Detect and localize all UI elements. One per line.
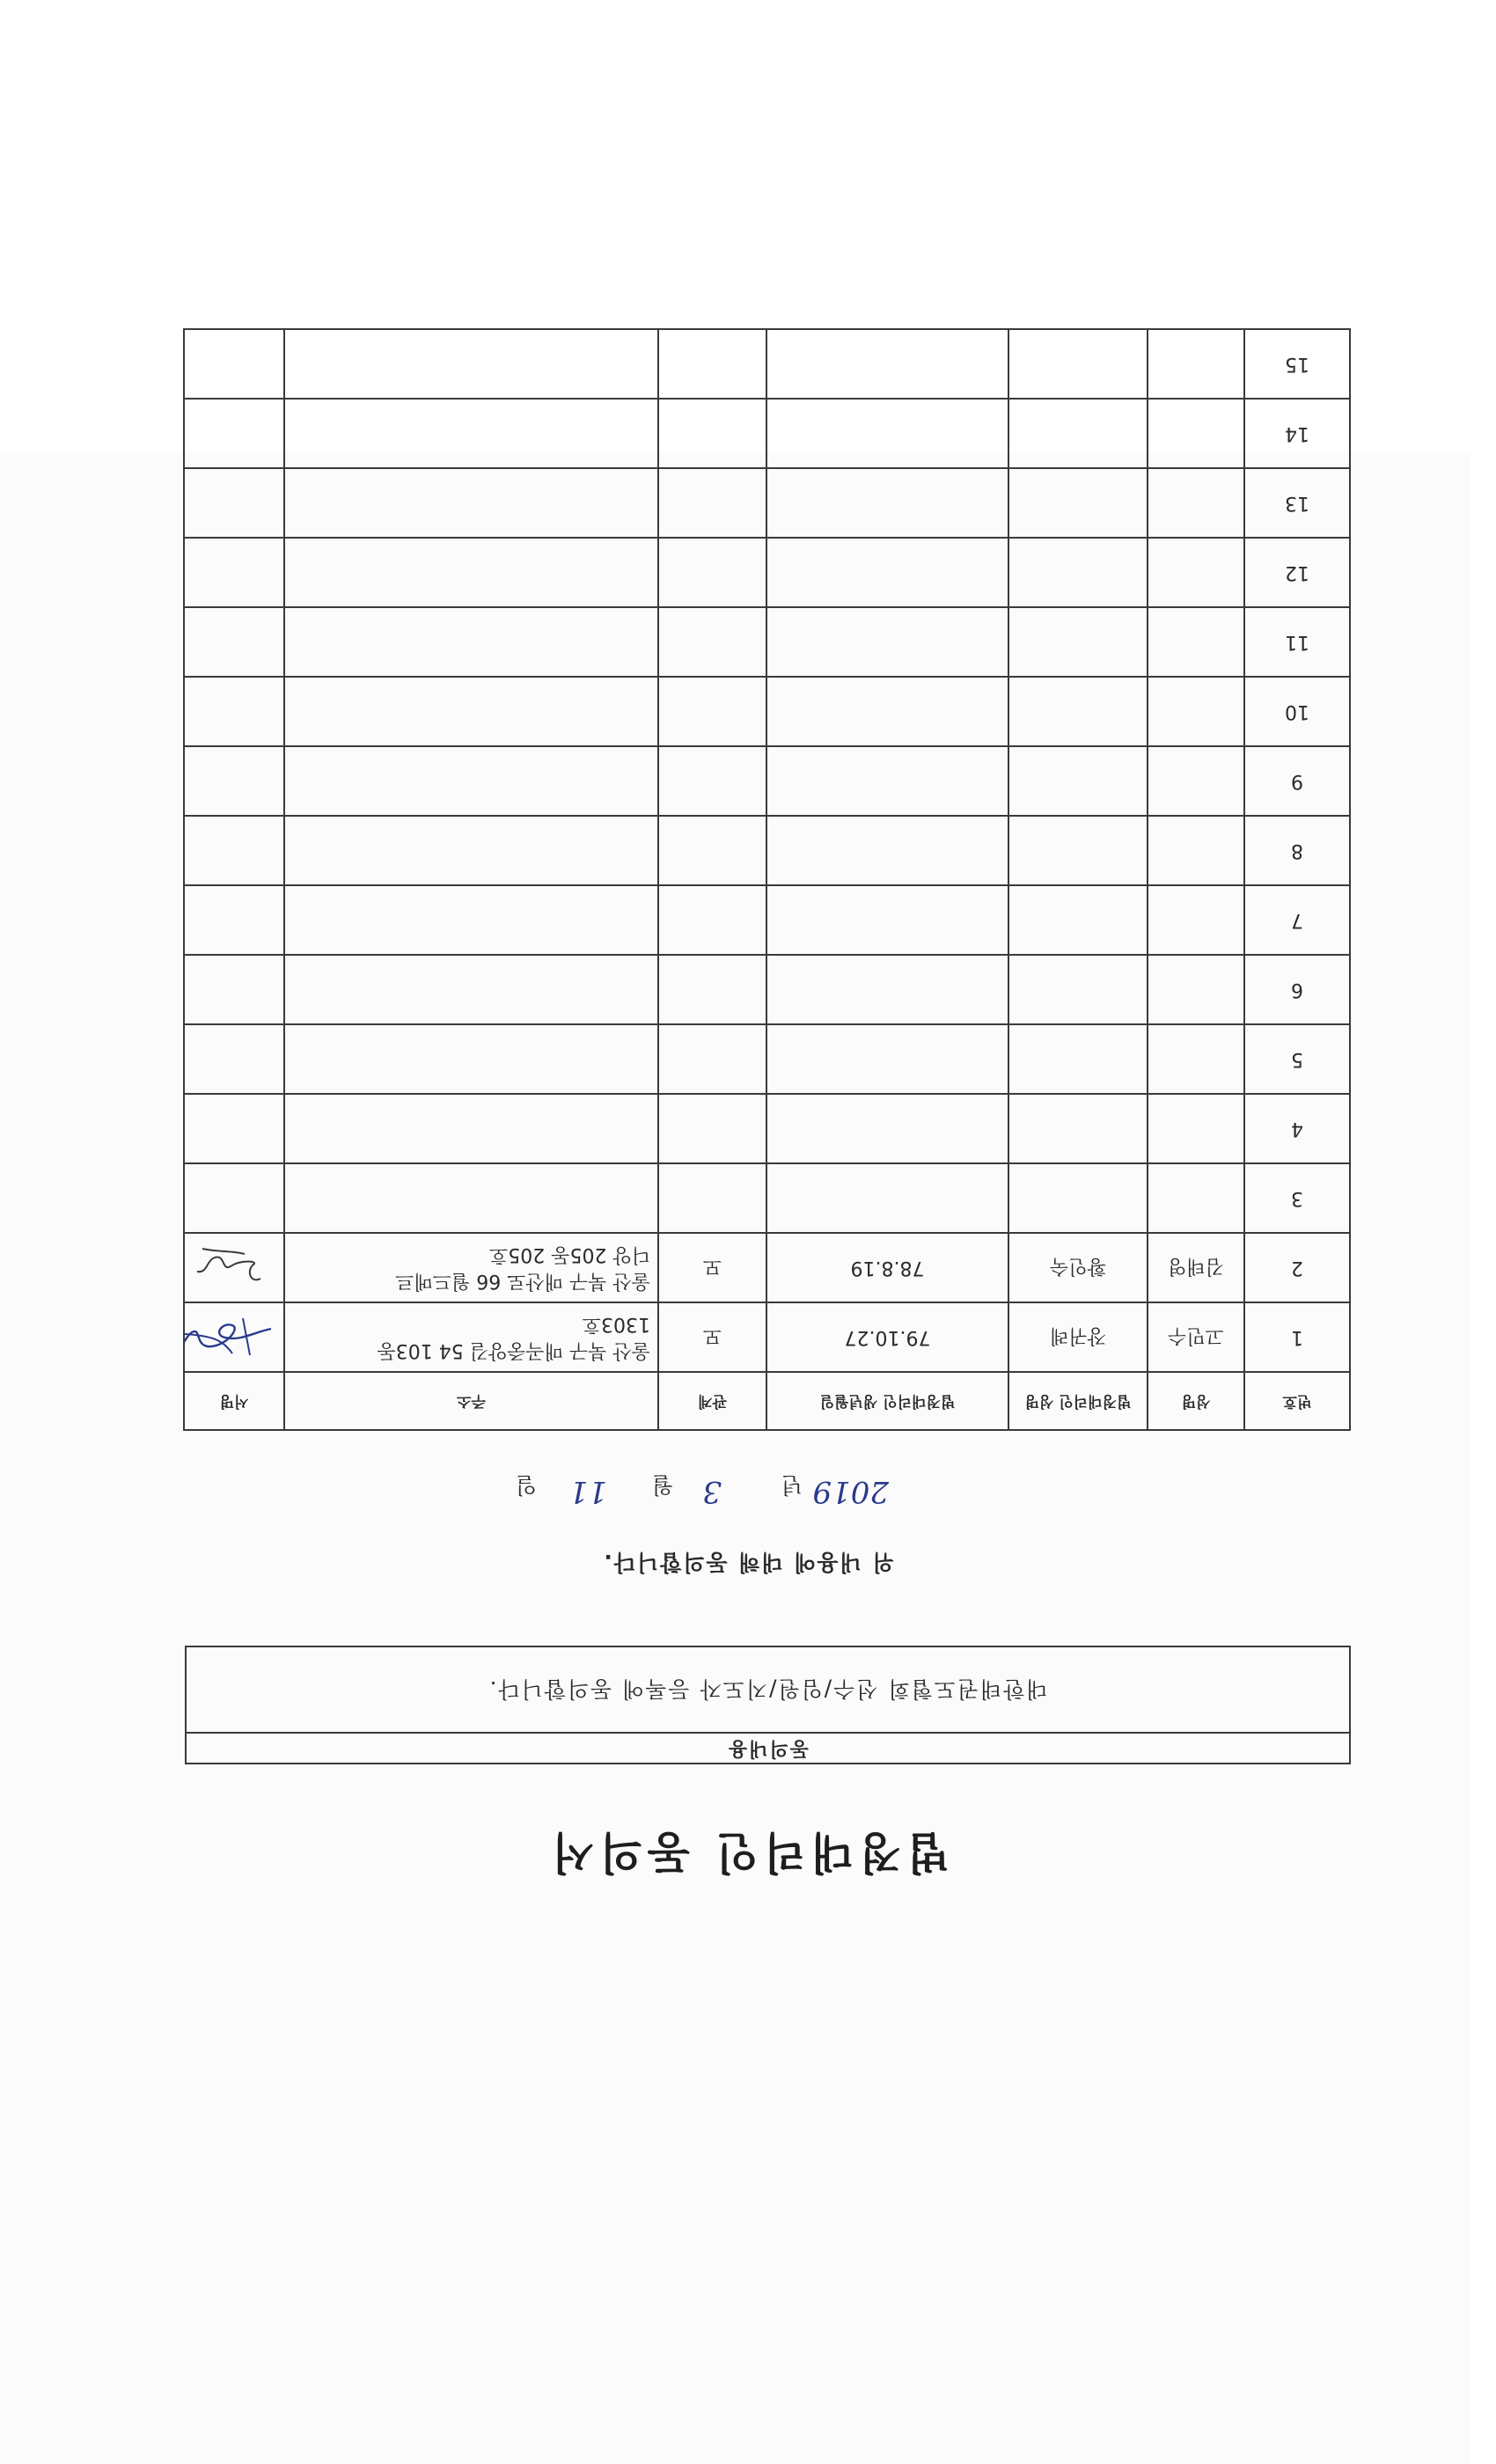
row-guardian-name (1008, 399, 1148, 468)
row-guardian-birth (766, 399, 1008, 468)
row-signature (184, 677, 284, 746)
row-guardian-name (1008, 885, 1148, 955)
row-guardian-name (1008, 329, 1148, 399)
row-guardian-birth: 79.10.27 (766, 1302, 1008, 1372)
row-number: 1 (1244, 1302, 1350, 1372)
row-relation: 모 (658, 1302, 766, 1372)
row-surname (1148, 399, 1244, 468)
row-address (284, 885, 658, 955)
row-relation (658, 1094, 766, 1163)
table-row (184, 1094, 1350, 1163)
row-guardian-birth (766, 468, 1008, 538)
row-address (284, 816, 658, 885)
address-line-2: 디앙 205동 205호 (489, 1243, 650, 1266)
header-signature: 서명 (184, 1372, 284, 1430)
row-signature (184, 329, 284, 399)
row-guardian-name (1008, 816, 1148, 885)
row-relation (658, 468, 766, 538)
table-row (184, 1163, 1350, 1233)
row-number: 15 (1244, 329, 1350, 399)
document-title: 법정대리인 동의서 (546, 1827, 950, 1879)
address-line-1: 울산 북구 매곡중앙길 54 103동 (377, 1339, 650, 1362)
row-guardian-name (1008, 677, 1148, 746)
row-signature (184, 538, 284, 607)
address-line-2: 1303호 (582, 1313, 650, 1336)
date-year-value: 2019 (812, 1474, 889, 1509)
row-surname (1148, 1163, 1244, 1233)
table-header-row (184, 1372, 1350, 1430)
date-day-label: 일 (515, 1472, 537, 1498)
table-row (184, 399, 1350, 468)
row-number: 3 (1244, 1163, 1350, 1233)
row-number: 8 (1244, 816, 1350, 885)
row-surname (1148, 329, 1244, 399)
row-relation (658, 677, 766, 746)
row-surname (1148, 538, 1244, 607)
row-surname (1148, 746, 1244, 816)
date-month-label: 월 (651, 1472, 673, 1498)
row-signature (184, 1233, 284, 1302)
table-row (184, 816, 1350, 885)
row-surname: 고민수 (1148, 1302, 1244, 1372)
table-row (184, 1302, 1350, 1372)
row-number: 12 (1244, 538, 1350, 607)
header-guardian-name: 법정대리인 성명 (1008, 1372, 1148, 1430)
row-surname (1148, 1094, 1244, 1163)
row-relation (658, 885, 766, 955)
row-address (284, 468, 658, 538)
row-address (284, 1094, 658, 1163)
date-year-label: 년 (781, 1472, 803, 1498)
row-guardian-name (1008, 468, 1148, 538)
row-signature (184, 607, 284, 677)
date-line (466, 1465, 889, 1509)
row-guardian-birth (766, 746, 1008, 816)
row-relation (658, 607, 766, 677)
row-signature (184, 1024, 284, 1094)
row-surname (1148, 468, 1244, 538)
row-relation (658, 329, 766, 399)
row-number: 13 (1244, 468, 1350, 538)
row-signature (184, 885, 284, 955)
row-relation (658, 1024, 766, 1094)
table-row (184, 607, 1350, 677)
table-row (184, 677, 1350, 746)
row-number: 5 (1244, 1024, 1350, 1094)
table-row (184, 955, 1350, 1024)
header-no: 번호 (1244, 1372, 1350, 1430)
row-guardian-birth (766, 1163, 1008, 1233)
row-address (284, 1163, 658, 1233)
row-surname: 김태영 (1148, 1233, 1244, 1302)
address-line-1: 울산 북구 매산로 66 월드메르 (395, 1270, 650, 1293)
table-row (184, 746, 1350, 816)
row-guardian-name (1008, 746, 1148, 816)
row-signature (184, 1094, 284, 1163)
row-surname (1148, 885, 1244, 955)
row-address (284, 746, 658, 816)
row-address (284, 538, 658, 607)
row-relation: 모 (658, 1233, 766, 1302)
table-row (184, 468, 1350, 538)
row-signature (184, 399, 284, 468)
header-relation: 관계 (658, 1372, 766, 1430)
date-month-value: 3 (702, 1474, 722, 1509)
row-guardian-birth (766, 816, 1008, 885)
row-surname (1148, 1024, 1244, 1094)
row-guardian-name (1008, 538, 1148, 607)
row-guardian-birth (766, 1094, 1008, 1163)
row-surname (1148, 607, 1244, 677)
row-guardian-birth (766, 1024, 1008, 1094)
row-signature (184, 468, 284, 538)
row-address (284, 1302, 658, 1372)
table-row (184, 1024, 1350, 1094)
table-row (184, 329, 1350, 399)
row-surname (1148, 677, 1244, 746)
signature-mark (184, 1237, 276, 1299)
row-guardian-birth: 78.8.19 (766, 1233, 1008, 1302)
row-number: 7 (1244, 885, 1350, 955)
row-guardian-birth (766, 538, 1008, 607)
row-number: 2 (1244, 1233, 1350, 1302)
row-guardian-birth (766, 607, 1008, 677)
consent-heading: 동의내용 (187, 1732, 1349, 1763)
row-guardian-name: 황인숙 (1008, 1233, 1148, 1302)
row-guardian-birth (766, 329, 1008, 399)
row-relation (658, 955, 766, 1024)
row-guardian-name (1008, 1163, 1148, 1233)
table-row (184, 1233, 1350, 1302)
row-number: 14 (1244, 399, 1350, 468)
row-number: 6 (1244, 955, 1350, 1024)
signature-mark (184, 1307, 276, 1368)
header-guardian-birth: 법정대리인 생년월일 (766, 1372, 1008, 1430)
row-guardian-birth (766, 885, 1008, 955)
row-address (284, 607, 658, 677)
row-guardian-name (1008, 955, 1148, 1024)
consent-box (185, 1646, 1351, 1764)
table-row (184, 885, 1350, 955)
row-relation (658, 399, 766, 468)
row-relation (658, 816, 766, 885)
row-surname (1148, 816, 1244, 885)
row-signature (184, 1302, 284, 1372)
row-number: 9 (1244, 746, 1350, 816)
row-relation (658, 1163, 766, 1233)
row-signature (184, 1163, 284, 1233)
date-day-value: 11 (568, 1474, 607, 1509)
header-surname: 성명 (1148, 1372, 1244, 1430)
row-address (284, 1233, 658, 1302)
row-address (284, 329, 658, 399)
row-relation (658, 538, 766, 607)
agreement-text: 위 내용에 대해 동의합니다. (602, 1550, 894, 1575)
row-address (284, 677, 658, 746)
row-surname (1148, 955, 1244, 1024)
row-signature (184, 746, 284, 816)
row-number: 4 (1244, 1094, 1350, 1163)
row-address (284, 1024, 658, 1094)
row-guardian-name: 장귀례 (1008, 1302, 1148, 1372)
table-row (184, 538, 1350, 607)
row-address (284, 955, 658, 1024)
table-body (184, 329, 1350, 1372)
row-guardian-name (1008, 1024, 1148, 1094)
row-address (284, 399, 658, 468)
row-relation (658, 746, 766, 816)
guardian-table (183, 328, 1351, 1431)
row-guardian-name (1008, 607, 1148, 677)
row-guardian-name (1008, 1094, 1148, 1163)
row-signature (184, 816, 284, 885)
header-address: 주소 (284, 1372, 658, 1430)
row-number: 11 (1244, 607, 1350, 677)
row-number: 10 (1244, 677, 1350, 746)
row-signature (184, 955, 284, 1024)
consent-body: 대한태권도협회 선수/임원/지도자 등록에 동의합니다. (488, 1676, 1048, 1702)
row-guardian-birth (766, 955, 1008, 1024)
row-guardian-birth (766, 677, 1008, 746)
